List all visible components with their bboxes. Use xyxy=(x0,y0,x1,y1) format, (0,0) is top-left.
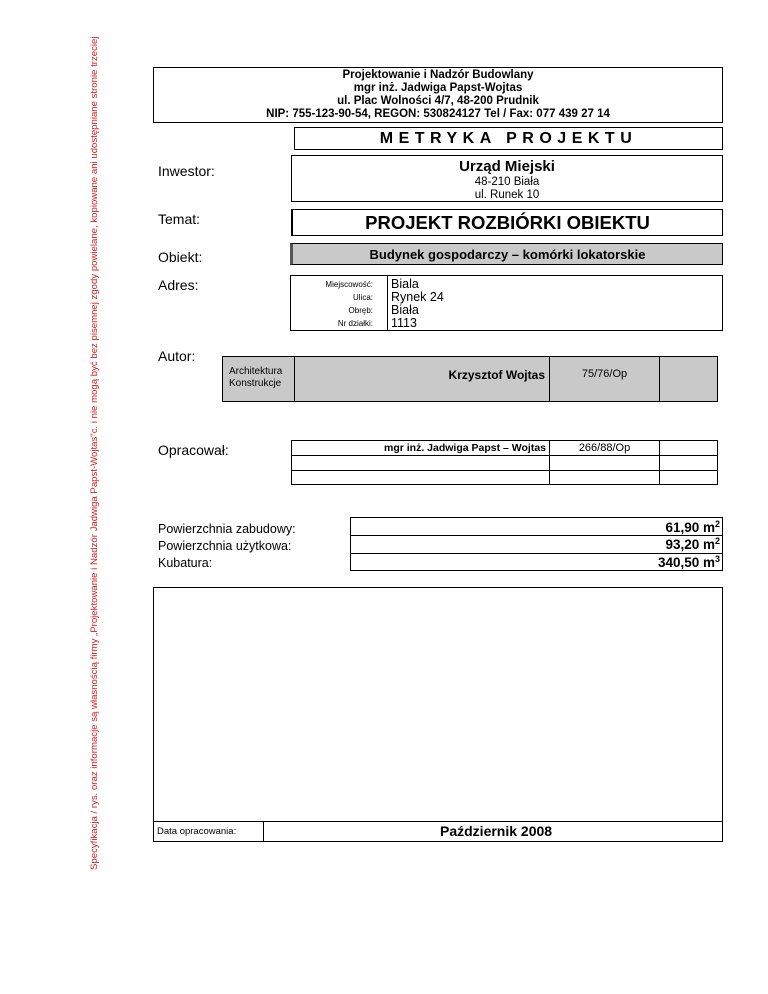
header-line-2: mgr inż. Jadwiga Papst-Wojtas xyxy=(353,82,523,94)
autor-label: Autor: xyxy=(158,348,196,364)
inwestor-box xyxy=(291,155,723,202)
data-opracowania-value: Październik 2008 xyxy=(440,823,553,839)
company-header xyxy=(153,67,723,123)
pow-zabudowy-label: Powierzchnia zabudowy: xyxy=(158,522,296,536)
pow-uzytkowa-value: 93,20 $m^2$ xyxy=(665,536,720,552)
adres-value-obreb: Biała xyxy=(391,303,419,317)
opracowal-table xyxy=(291,440,718,485)
autor-branza xyxy=(229,366,282,390)
inwestor-address-1: 48-210 Biała xyxy=(474,176,540,188)
kubatura-label: Kubatura: xyxy=(158,556,213,570)
inwestor-name: Urząd Miejski xyxy=(459,158,555,175)
header-line-4: NIP: 755-123-90-54, REGON: 530824127 Tel / Fax: 077 439 27 14 xyxy=(266,108,610,120)
adres-divider xyxy=(387,276,388,330)
area-values-box xyxy=(350,517,723,571)
opracowal-row-divider-1 xyxy=(292,455,717,456)
document-title: METRYKA PROJEKTU xyxy=(294,127,723,150)
autor-branza-2: Konstrukcje xyxy=(229,378,282,389)
opracowal-row-divider-2 xyxy=(292,470,717,471)
autor-branza-1: Architektura xyxy=(229,366,283,377)
adres-value-ulica: Rynek 24 xyxy=(391,290,444,304)
adres-label: Adres: xyxy=(158,277,199,293)
autor-name: Krzysztof Wojtas xyxy=(448,368,545,382)
adres-value-miejscowosc: Biala xyxy=(391,277,419,291)
temat-value: PROJEKT ROZBIÓRKI OBIEKTU xyxy=(291,209,723,236)
pow-zabudowy-value: 61,90 $m^2$ xyxy=(665,519,720,535)
obiekt-label: Obiekt: xyxy=(158,249,203,265)
autor-uprawnienia: 75/76/Op xyxy=(581,368,628,380)
opracowal-uprawnienia: 266/88/Op xyxy=(578,442,631,454)
opracowal-col-divider-2 xyxy=(659,441,660,484)
opracowal-name: mgr inż. Jadwiga Papst – Wojtas xyxy=(383,442,546,454)
date-row-divider xyxy=(263,821,264,842)
copyright-side-note: Specyfikacja / rys. oraz informacje są własnością firmy „Projektowanie i Nadzór Jadwiga Papst-Wojtas"c. i nie mogą być bez pisemnej zgody powielane, kopiowane ani udostępniane stronie trzeciej xyxy=(89,36,100,870)
obiekt-value: Budynek gospodarczy – komórki lokatorskie xyxy=(290,243,723,265)
adres-value-dzialka: 1113 xyxy=(391,316,417,330)
inwestor-label: Inwestor: xyxy=(158,163,215,179)
autor-col-divider-3 xyxy=(659,357,660,401)
area-labels xyxy=(158,521,296,572)
autor-table xyxy=(222,356,718,402)
pow-uzytkowa-label: Powierzchnia użytkowa: xyxy=(158,539,292,553)
header-line-1: Projektowanie i Nadzór Budowlany xyxy=(342,69,534,81)
adres-box xyxy=(290,275,723,331)
drawing-area-box xyxy=(153,587,723,842)
header-line-3: ul. Plac Wolności 4/7, 48-200 Prudnik xyxy=(337,95,539,107)
adres-label-miejscowosc: Miejscowość: xyxy=(325,280,373,289)
date-row-line xyxy=(154,821,722,822)
data-opracowania-label: Data opracowania: xyxy=(157,826,237,837)
kubatura-value: 340,50 $m^3$ xyxy=(657,554,720,570)
temat-label: Temat: xyxy=(158,211,201,227)
opracowal-label: Opracował: xyxy=(158,442,229,458)
inwestor-address-2: ul. Runek 10 xyxy=(474,189,540,201)
adres-label-ulica: Ulica: xyxy=(352,293,373,302)
adres-label-obreb: Obręb: xyxy=(348,306,373,315)
adres-label-dzialka: Nr działki: xyxy=(337,319,373,328)
